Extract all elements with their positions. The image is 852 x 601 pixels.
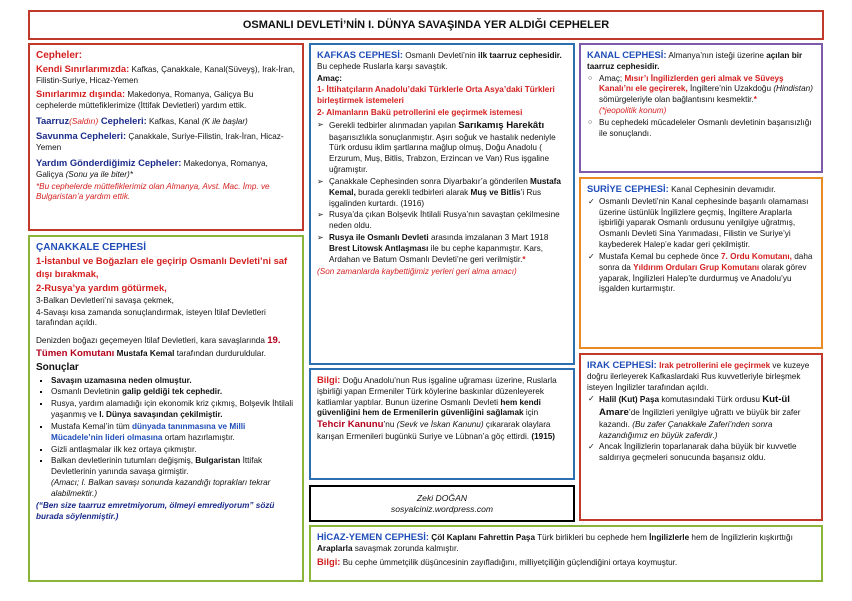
list-item [599,197,815,251]
list-item [329,177,567,209]
kafkas-p4b: arasında imzalanan 3 Mart 1918 [428,233,549,243]
kanal-c1c: İngiltere’nin Uzakdoğu [687,84,774,94]
kafkas-p4-star: * [522,254,526,264]
irak-p1b: komutasındaki Türk ordusu [659,395,763,405]
kendi-label: Kendi Sınırlarımızda: [36,63,130,75]
kafkas-list [317,120,567,266]
irak-p2: Ancak İngilizlerin toparlanarak daha büyük bir kuvvetle saldırıya geçmeleri sonucunda başarısız oldu. [599,442,797,463]
list-item [599,74,815,117]
kafkas-p2a: Çanakkale Cephesinden sonra Diyarbakır’a gönderilen [329,176,531,186]
kafkas-p1c: başarısızlıkla sonuçlanmıştır. Aşırı soğuk ve hastalık nedeniyle Türk ordusu iklim şartlarına mağlup olmuş, Doğu Anadolu ( Erzurum, Muş, Bitlis, Trabzon, Erzincan ve Van) Rus işgaline uğramıştır. [329,132,556,175]
kanal-c1-star: * [753,95,757,105]
hicaz-bilgi-text: Bu cephe ümmetçilik düşüncesinin zayıfladığını, milliyetçiliğin güçlendiğini ortaya koymuştur. [340,557,678,567]
kanal-c1e: sömürgeleriyle olan bağlantısını kesmektir. [599,95,754,105]
suriye-panel [579,177,823,349]
suriye-p2c: daha sonra da [599,251,813,272]
cepheler-heading: Cepheler: [36,50,83,61]
kanal-c1-note: (*jeopolitik konum) [599,106,667,116]
irak-list [587,394,815,464]
result-3a: Rusya, yardım alamadığı için ekonomik kriz çıkmış, Bolşevik İhtilali yaşanmış ve [51,399,294,420]
hicaz-t1: Çöl Kaplanı [429,533,479,542]
canakkale-item4: 4-Savaşı kısa zamanda sonuçlandırmak, isteyen İtilaf Devletleri tarafından açıldı. [36,307,266,328]
bilgi-t7: çıkararak olaylara karışan Ermenileri bugünkü Suriye ve Lübnan’a göç ettirdi. [317,420,551,441]
list-item [599,252,815,295]
taarruz-text: Kafkas, Kanal [146,116,202,126]
kafkas-heading: KAFKAS CEPHESİ: [317,49,403,60]
suriye-heading: SURİYE CEPHESİ: [587,183,669,194]
bilgi-t4: Tehcir Kanunu [317,419,384,431]
list-item [51,456,296,499]
hicaz-t2: Fahrettin Paşa [478,533,536,542]
kafkas-amac-1: 1- İttihatçıların Anadolu’daki Türklerle Orta Asya’daki Türkleri birleştirmek istemeleri [317,85,555,106]
result-6b: Bulgaristan [195,456,241,466]
hicaz-t6: Araplarla [317,543,353,553]
suriye-list [587,197,815,295]
irak-intro-a: Irak petrollerini ele geçirmek [656,361,771,370]
yardim-note: (Sonu ya ile biter)* [65,169,133,179]
sonuclar-heading: Sonuçlar [36,362,79,374]
hicaz-t4: İngilizlerle [649,533,690,542]
list-item [51,445,296,456]
list-item [329,120,567,176]
hicaz-t7: savaşmak zorunda kalmıştır. [352,543,459,553]
kafkas-p2b: Mustafa Kemal, [329,176,561,197]
kafkas-p2e: ’i Rus işgalinden kurtardı. (1916) [329,187,542,208]
suriye-p2d: Yıldırım Orduları Grup Komutanı [633,262,760,272]
bilgi-t5: ’nu [383,420,397,430]
kafkas-p4a: Rusya ile Osmanlı Devleti [329,233,429,243]
taarruz-label: Taarruz [36,114,70,126]
result-6a: Balkan devletlerinin tutumları değişmiş, [51,456,196,466]
page-title-box [28,10,824,40]
result-4c: ortam hazırlamıştır. [162,432,235,442]
list-item [51,399,296,421]
disinda-text: Makedonya, Romanya, Galiçya Bu cephelerde müttefiklerimize (İttifak Devletleri) yardım ettik. [36,89,254,110]
kanal-intro-a: Almanya’nın isteği üzerine [666,51,767,60]
list-item [599,394,815,441]
canakkale-item3: 3-Balkan Devletleri’ni savaşa çekmek, [36,295,174,305]
list-item [329,233,567,265]
result-6c: İttifak Devletlerinin yanında savaşa girmiştir. [51,456,263,477]
taarruz-paren: (Saldırı) [69,116,99,126]
kanal-c1a: Amaç; [599,73,625,83]
kafkas-amac: Amaç: [317,73,343,83]
bilgi-t3: için [523,408,539,418]
yardim-text: Makedonya, Romanya, Galiçya [36,158,268,179]
irak-heading: IRAK CEPHESİ: [587,359,657,370]
list-item [599,442,815,464]
canakkale-heading: ÇANAKKALE CEPHESİ [36,242,147,253]
kanal-list [587,74,815,140]
author-box [309,485,575,522]
bilgi-t2: hem kendi güvenliğini hem de Ermenilerin güvenliğini sağlamak [317,397,541,418]
bilgi-t8: (1915) [531,431,556,441]
page-title: OSMANLI DEVLETİ’NİN I. DÜNYA SAVAŞINDA YER ALDIĞI CEPHELER [242,19,610,31]
irak-p1c: Kut-ül Amare [599,394,790,419]
kanal-intro-b: açılan bir taarruz cephesidir. [587,51,803,71]
irak-p1d: ’de İngilizleri yenilgiye uğrattı ve büyük bir zafer kazandı. [599,408,801,429]
kafkas-p2c: burada gerekli tedbirleri alarak [355,187,471,197]
suriye-intro: Kanal Cephesinin devamıdır. [668,185,776,194]
canakkale-panel [28,235,304,582]
hicaz-t3: Türk birlikleri bu cephede hem [535,533,650,542]
kafkas-amac-2: 2- Almanların Bakü petrollerini ele geçirmek istemesi [317,108,523,118]
suriye-p2a: Mustafa Kemal bu cephede önce [599,251,721,261]
hicaz-t5: hem de İngilizlerin kışkırttığı [689,533,793,542]
sonuclar-list [36,376,296,500]
kanal-c1b: Mısır’ı İngilizlerden geri almak ve Süveyş Kanalı’nı ele geçirerek, [599,73,784,94]
bilgi-t1: Doğu Anadolu’nun Rus işgaline uğraması üzerine, Ruslarla işbirliği yapan Ermeniler Türk köylerine baskınlar düzenleyerek katliamlar yaptılar. Bunun üzerine Osmanlı Devleti [317,376,557,407]
kafkas-p4d: ile bu cephe kapanmıştır. Kars, Ardahan ve Batum Osmanlı Devleti’ne geri verilmiştir. [329,243,544,264]
author-site[interactable]: sosyalciniz.wordpress.com [390,504,494,515]
kafkas-p1a: Gerekli tedbirler alınmadan yapılan [329,120,459,130]
irak-p1-note: (Bu zafer Çanakkale Zaferi’nden sonra kazandığımız en büyük zaferdir.) [599,419,773,440]
bilgi-panel [309,368,575,480]
canakkale-para-a: Denizden boğazı geçemeyen İtilaf Devletleri, kara savaşlarında [36,336,268,346]
kafkas-p2d: Muş ve Bitlis [470,187,521,197]
kafkas-p4c: Brest Litowsk Antlaşması [329,243,429,253]
savunma-label: Savunma Cepheleri: [36,130,127,142]
kanal-c2: Bu cephedeki mücadeleler Osmanlı devletinin başarısızlığı ile sonuçlandı. [599,117,812,138]
suriye-p2b: 7. Ordu Komutanı, [720,251,792,261]
result-3b: I. Dünya savaşından çekilmiştir. [99,410,223,420]
kafkas-intro-a: Osmanlı Devleti’nin [402,51,479,60]
taarruz-note: (K ile başlar) [201,116,248,126]
kafkas-panel [309,43,575,365]
canakkale-item2: 2-Rusya’ya yardım götürmek, [36,281,167,293]
irak-panel [579,353,823,521]
bilgi-t6: (Sevk ve İskan Kanunu) [396,420,484,430]
list-item [51,387,296,398]
yardim-label: Yardım Gönderdiğimiz Cepheler: [36,156,182,168]
kafkas-p1b: Sarıkamış Harekâtı [458,119,545,131]
author-name: Zeki DOĞAN [416,493,468,503]
list-item [51,376,296,387]
disinda-label: Sınırlarımız dışında: [36,87,126,99]
hicaz-panel [309,525,823,582]
kanal-panel [579,43,823,173]
irak-p1a: Halil (Kut) Paşa [599,395,660,405]
list-item [599,118,815,140]
result-1: Savaşın uzamasına neden olmuştur. [51,375,192,385]
hicaz-bilgi-label: Bilgi: [317,555,341,567]
hicaz-heading: HİCAZ-YEMEN CEPHESİ: [317,531,429,542]
result-4a: Mustafa Kemal’in tüm [51,421,132,431]
canakkale-para-d: tarafından durduruldular. [174,348,266,358]
suriye-p1: Osmanlı Devleti’nin Kanal cephesinde başarılı olamaması üzerine üstünlük İngilizlere geçmiş, İngiltere Araplarla işbirliği yaparak Osmanlı ordusunu yenilgiye uğratmış, Osmanlı Devleti Sina Yarımadası, Filistin ve Suriye’yi kaybederek Halep’e kadar geri çekilmiştir. [599,196,809,250]
canakkale-para-c: Mustafa Kemal [114,348,175,358]
kafkas-p3: Rusya’da çıkan Bolşevik İhtilali Rusya’nın savaştan çekilmesine neden oldu. [329,210,560,231]
result-2b: galip geldiği tek cephedir. [122,387,223,397]
canakkale-quote: (“Ben size taarruz emretmiyorum, ölmeyi emrediyorum” sözü burada söylenmiştir.) [36,500,275,521]
canakkale-item1: 1-İstanbul ve Boğazları ele geçirip Osmanlı Devleti’ni saf dışı bırakmak, [36,255,288,280]
list-item [51,422,296,444]
kafkas-intro-c: Bu cephede Ruslarla karşı savaştık. [317,61,448,71]
kanal-c1d: (Hindistan) [773,84,813,94]
kanal-heading: KANAL CEPHESİ: [587,49,667,60]
taarruz-label2: Cepheleri: [98,114,147,126]
list-item [329,210,567,232]
savunma-text: Çanakkale, Suriye-Filistin, Irak-İran, Hicaz-Yemen [36,132,284,153]
irak-intro-b: ve kuzeye doğru ilerleyerek Kafkaslardaki Rus kuvvetleriyle birleşmek isteyen İngilizler tarafından açıldı. [587,361,810,392]
kendi-text: Kafkas, Çanakkale, Kanal(Süveyş), Irak-İran, Filistin-Suriye, Hicaz-Yemen [36,65,295,86]
kafkas-note: (Son zamanlarda kaybettiğimiz yerleri geri alma amacı) [317,266,517,276]
cepheler-panel [28,43,304,231]
suriye-p2e: olarak görev yaparak, İngilizleri Halep’te durdurmuş ve Anadolu’yu işgalden kurtarmıştır. [599,262,807,294]
kafkas-intro-b: ilk taarruz cephesidir. [478,51,562,60]
bilgi-label: Bilgi: [317,374,341,385]
result-5: Gizli antlaşmalar ilk kez ortaya çıkmıştır. [51,444,197,454]
cepheler-footnote: *Bu cephelerde müttefiklerimiz olan Almanya, Avst. Mac. İmp. ve Bulgaristan’a yardım ettik. [36,181,270,202]
canakkale-para-b: 19. Tümen Komutanı [36,335,281,359]
result-4b: dünyada tanınmasına ve Milli Mücadele’nin lideri olmasına [51,421,246,442]
result-2a: Osmanlı Devletinin [51,387,122,397]
result-6-note: (Amacı; I. Balkan savaşı sonunda kazandığı toprakları tekrar alabilmektir.) [51,478,271,498]
